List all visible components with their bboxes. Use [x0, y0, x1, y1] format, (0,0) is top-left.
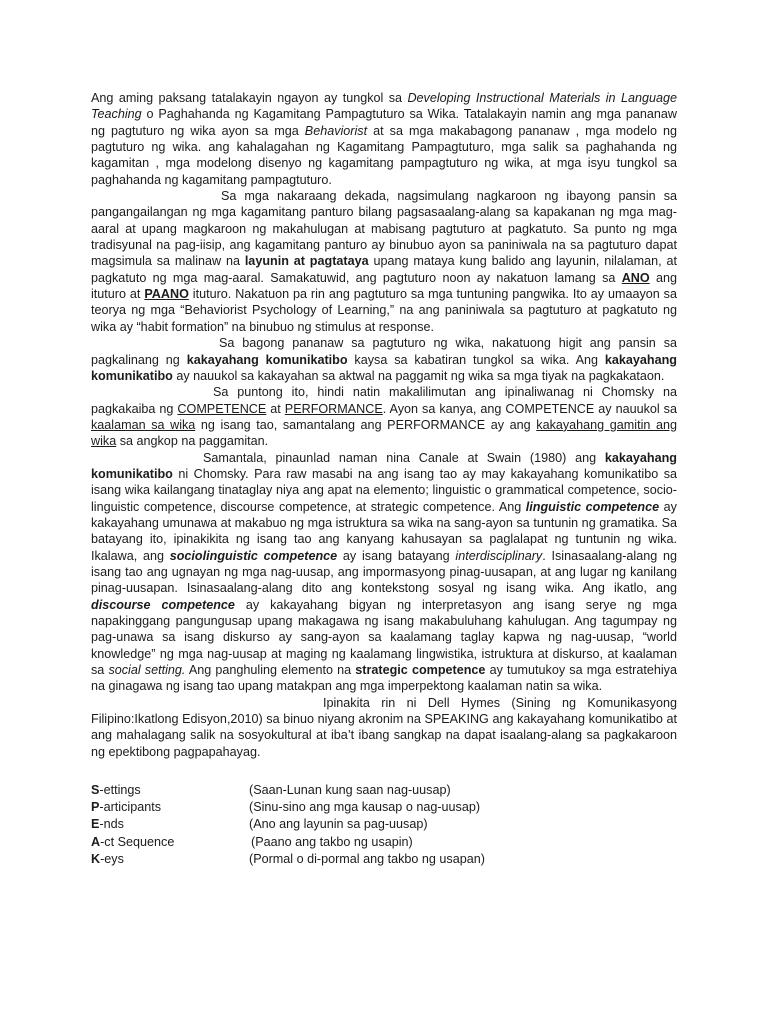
text: ay tumutukoy sa mga estratehiya na ginagawa ng isang tao upang matakpan ang mga imperpektong kaalaman natin sa wika. — [91, 663, 677, 694]
paragraph-intro — [91, 90, 677, 188]
text: Ipinakita rin ni Dell Hymes (Sining ng Komunikasyong Filipino:Ikatlong Edisyon,2010) sa binuo niyang akronim na SPEAKING ang kakayahang komunikatibo at ang mahalagang salik na sosyokultural at iba’t ibang sangkap na dapat isaalang-alang sa pagkakaroon ng epektibong pagpapahayag. — [91, 695, 677, 759]
text: ay nauukol sa kakayahan sa aktwal na paggamit ng wika sa mga tiyak na pagkakataon. — [172, 368, 665, 383]
list-item — [91, 799, 677, 816]
underlined-term: kakayahang gamitin ang wika — [91, 417, 677, 449]
bold-underline-term: PAANO — [144, 287, 189, 302]
list-item — [91, 834, 677, 851]
list-description: (Saan-Lunan kung saan nag-uusap) — [249, 783, 451, 798]
text: Samantala, pinaunlad naman nina Canale at Swain (1980) ang — [203, 450, 605, 465]
italic-term: social setting. — [108, 663, 186, 678]
underlined-term: PERFORMANCE — [284, 401, 383, 416]
text: ay kakayahang bigyan ng interpretasyon ang isang serye ng mga napakinggang pangungusap upang makagawa ng isang makabuluhang kahulugan. Ang tagumpay ng pag-unawa sa isang diskurso ay sang-ayon sa kaalamang taglay kapwa ng nag-uusap, “world knowledge” ng mga nag-uusap at maging ng kaalamang lingwistika, istruktura at diskurso, at kaalaman sa — [91, 597, 677, 678]
bold-italic-term: discourse competence — [91, 597, 235, 612]
list-item — [91, 851, 677, 868]
bold-underline-term: ANO — [621, 270, 650, 285]
text: Ang aming paksang tatalakayin ngayon ay tungkol sa — [91, 91, 408, 105]
text: upang mataya kung balido ang layunin, nilalaman, at pagkatuto ng mga mag-aaral. Samakatuwid, ang pagtuturo noon ay nakatuon lamang sa — [91, 254, 678, 285]
speaking-list — [91, 782, 677, 868]
text: . Isinasaalang-alang ng isang tao ang ugnayan ng mga nag-uusap, ang impormasyong pinag-uusapan, at ang lugar ng kanilang pinag-uusapan. Isinasaalang-alang dito ang kontekstong sosyal ng isang wika. Ang ikatlo, ang — [91, 548, 677, 596]
text: Sa bagong pananaw sa pagtuturo ng wika, nakatuong higit ang pansin sa pagkalinang ng — [91, 336, 677, 367]
text: ng isang tao, samantalang ang PERFORMANCE ay ang — [195, 417, 537, 432]
paragraph-hymes — [91, 695, 677, 760]
text: at — [266, 401, 285, 416]
list-description: (Pormal o di-pormal ang takbo ng usapan) — [249, 851, 485, 866]
text: ay kakayahang umunawa at makabuo ng mga istruktura sa wika na sang-ayon sa tuntunin ng gramatika. Sa batayang ito, ipinakikita ng isang tao ang kanyang kahusayan sa paglalapat ng tuntunin ng wika. Ikalawa, ang — [91, 499, 677, 563]
list-key: S-ettings — [91, 783, 141, 798]
bold-italic-term: linguistic competence — [525, 499, 660, 514]
underlined-term: COMPETENCE — [177, 401, 267, 416]
list-key: E-nds — [91, 817, 124, 832]
bold-term: strategic competence — [355, 663, 486, 678]
text: ay isang batayang — [337, 548, 456, 563]
list-description: (Paano ang takbo ng usapin) — [251, 834, 413, 849]
bold-term: layunin at pagtataya — [244, 254, 369, 269]
text: ituturo. Nakatuon pa rin ang pagtuturo sa mga tuntuning pangwika. Ito ay umaayon sa teorya ng mga “Behaviorist Psychology of Learning,” na ang paniniwala sa pagtuturo at pagkatuto ng wika ay “habit formation” na binubuo ng stimulus at response. — [91, 287, 677, 334]
list-key: A-ct Sequence — [91, 834, 175, 849]
paragraph-traditional — [91, 188, 677, 335]
text: Sa puntong ito, hindi natin makalilimutan ang ipinaliwanag ni Chomsky na pagkakaiba ng — [91, 385, 677, 416]
bold-term: kakayahang komunikatibo — [91, 352, 677, 383]
list-key: K-eys — [91, 851, 124, 866]
text: at sa mga makabagong pananaw , mga modelo ng pagtuturo ng wika. ang kahalagahan ng Kagamitang Pampagtuturo, mga salik sa paghahanda ng kagamitan , mga modelong disenyo ng kagamitang pampagtuturo ng wika, at mga isyu tungkol sa paghahanda ng kagamitang pampagtuturo. — [91, 123, 677, 187]
paragraph-canale-swain — [91, 450, 677, 695]
bold-italic-term: sociolinguistic competence — [169, 548, 338, 563]
paragraph-new-view — [91, 335, 677, 384]
document-page — [91, 90, 677, 868]
text: kaysa sa kabatiran tungkol sa wika. Ang — [347, 352, 605, 367]
paragraph-chomsky — [91, 384, 677, 449]
underlined-term: kaalaman sa wika — [91, 417, 196, 432]
text: ni Chomsky. Para raw masabi na ang isang tao ay may kakayahang komunikatibo sa isang wika kailangang tinataglay niya ang apat na elemento; linguistic o grammatical competence, socio-linguistic competence, discourse competence, at strategic competence. Ang — [91, 466, 677, 514]
italic-term: interdisciplinary — [455, 548, 543, 563]
list-item — [91, 816, 677, 833]
text: . Ayon sa kanya, ang COMPETENCE ay nauukol sa — [382, 401, 677, 416]
italic-term: Behaviorist — [304, 123, 368, 138]
bold-term: kakayahang komunikatibo — [186, 352, 348, 367]
text: o Paghahanda ng Kagamitang Pampagtuturo sa Wika. Tatalakayin namin ang mga pananaw ng pagtuturo ng wika ayon sa mga — [91, 107, 677, 138]
list-item — [91, 782, 677, 799]
italic-title: Developing Instructional Materials in Language Teaching — [91, 91, 677, 122]
list-description: (Ano ang layunin sa pag-uusap) — [249, 817, 428, 832]
text: sa angkop na paggamitan. — [116, 434, 269, 449]
text: Ang panghuling elemento na — [185, 663, 356, 678]
text: Sa mga nakaraang dekada, nagsimulang nagkaroon ng ibayong pansin sa pangangailangan ng mga kagamitang panturo bilang pagsasaalang-alang sa kapakanan ng mga mag-aaral at upang magkaroon ng makahulugan at mabisang pagtuturo at pagkatuto. Sa punto ng mga tradisyunal na pag-iisip, ang kagamitang panturo ay binubuo ayon sa paniniwala na sa pagtuturo dapat magsimula sa malinaw na — [91, 189, 677, 269]
list-key: P-articipants — [91, 800, 161, 815]
bold-term: kakayahang komunikatibo — [91, 450, 677, 481]
list-description: (Sinu-sino ang mga kausap o nag-uusap) — [249, 800, 481, 815]
text: ang ituturo at — [91, 270, 677, 302]
